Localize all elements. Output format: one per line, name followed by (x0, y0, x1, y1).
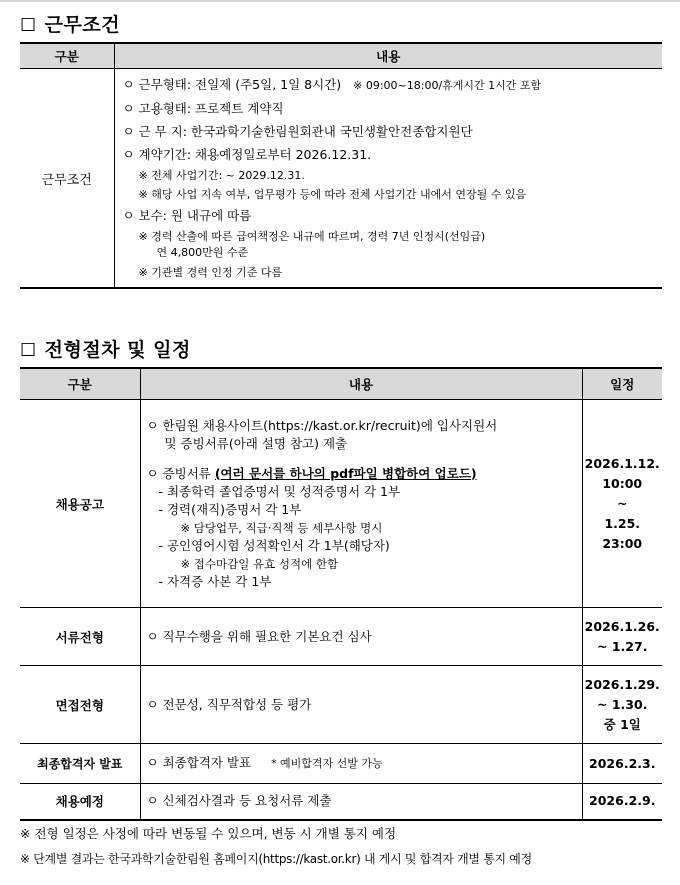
contract-period-line: ㅇ 계약기간: 채용예정일로부터 2026.12.31. (122, 147, 372, 162)
notice-date-5: 23:00 (602, 535, 643, 551)
row-label-interview: 면접전형 (20, 666, 140, 744)
interview-text: ㅇ 전문성, 직무적합성 등 평가 (146, 696, 312, 712)
interview-date-1: 2026.1.29. (584, 676, 660, 692)
notice-date-3: ~ (617, 495, 628, 511)
reserve-candidate-note: * 예비합격자 선발 가능 (271, 757, 383, 770)
docs-upload-instruction: (여러 문서를 하나의 pdf파일 병합하여 업로드) (214, 465, 477, 481)
notice-date-2: 10:00 (602, 475, 643, 491)
document-screening-text: ㅇ 직무수행을 위해 필요한 기본요건 심사 (146, 628, 372, 644)
work-conditions-content (114, 69, 662, 289)
salary-note-1: ※ 경력 산출에 따른 급여책정은 내규에 따르며, 경력 7년 인정시(선임급) (138, 230, 486, 243)
hiring-schedule: 2026.2.9. (582, 784, 662, 820)
notice-content (140, 400, 582, 608)
final-announcement-text: ㅇ 최종합격자 발표 (146, 755, 252, 770)
checkbox-square-icon: ☐ (20, 15, 37, 36)
table-row-notice (20, 400, 662, 608)
header-category: 구분 (20, 43, 114, 69)
notice-date-4: 1.25. (604, 515, 641, 531)
extension-note: ※ 해당 사업 지속 여부, 업무평가 등에 따라 전체 사업기간 내에서 연장될 수 있음 (138, 188, 527, 201)
spacer (147, 453, 582, 465)
work-type-text: ㅇ 근무형태: 전일제 (주5일, 1일 8시간) (122, 77, 342, 92)
section1-title-text: 근무조건 (44, 14, 121, 36)
row-label-document-screening: 서류전형 (20, 608, 140, 666)
footer-note-results-text: ※ 단계별 결과는 한국과학기술한림원 홈페이지(https://kast.or.kr) 내 게시 및 합격자 개별 통지 예정 (20, 852, 532, 866)
notice-line-6: ※ 담당업무, 직급·직책 등 세부사항 명시 (180, 520, 383, 535)
salary-note-1-cont: 연 4,800만원 수준 (156, 246, 249, 259)
hiring-content (140, 784, 582, 820)
career-criteria-note: ※ 기관별 경력 인정 기준 다름 (138, 266, 283, 279)
notice-date-1: 2026.1.12. (584, 455, 660, 471)
row-label-hiring: 채용예정 (20, 784, 140, 820)
salary-line: ㅇ 보수: 원 내규에 따름 (122, 208, 252, 223)
row-label-work-conditions: 근무조건 (20, 69, 114, 289)
document-screening-content (140, 608, 582, 666)
footer-note-results (20, 850, 532, 867)
header-content: 내용 (114, 43, 662, 69)
notice-line-7: - 공인영어시험 성적확인서 각 1부(해당자) (158, 537, 390, 553)
final-announcement-line (147, 754, 582, 773)
row-label-final-announcement: 최종합격자 발표 (20, 744, 140, 784)
interview-content (140, 666, 582, 744)
work-hours-note: ※ 09:00~18:00/휴게시간 1시간 포함 (353, 79, 542, 92)
project-period-note: ※ 전체 사업기간: ~ 2029.12.31. (138, 169, 305, 182)
notice-line-5: - 경력(재직)증명서 각 1부 (158, 501, 302, 517)
notice-line-8: ※ 접수마감일 유효 성적에 한함 (180, 556, 339, 571)
table-row-interview (20, 666, 662, 744)
top-divider (0, 0, 680, 2)
process-schedule-table (20, 367, 662, 821)
docs-label: ㅇ 증빙서류 (146, 465, 215, 481)
table-row-hiring (20, 784, 662, 820)
interview-date-2: ~ 1.30. (597, 696, 648, 712)
interview-schedule (582, 666, 662, 744)
employment-type-line: ㅇ 고용형태: 프로젝트 계약직 (122, 101, 284, 116)
section2-title-text: 전형절차 및 일정 (44, 339, 191, 361)
docs-date-2: ~ 1.27. (597, 638, 648, 654)
hiring-text: ㅇ 신체검사결과 등 요청서류 제출 (146, 793, 332, 809)
document-screening-schedule (582, 608, 662, 666)
header-category: 구분 (20, 368, 140, 400)
final-announcement-schedule: 2026.2.3. (582, 744, 662, 784)
interview-date-3: 중 1일 (603, 716, 641, 732)
notice-schedule (582, 400, 662, 608)
section-title-work-conditions (20, 10, 120, 37)
notice-line-2: 및 증빙서류(아래 설명 참고) 제출 (164, 435, 348, 451)
row-label-notice: 채용공고 (20, 400, 140, 608)
work-conditions-table (20, 42, 662, 289)
footer-note-schedule-change: ※ 전형 일정은 사정에 따라 변동될 수 있으며, 변동 시 개별 통지 예정 (20, 826, 397, 841)
section-title-process (20, 335, 191, 362)
notice-line-4: - 최종학력 졸업증명서 및 성적증명서 각 1부 (158, 483, 401, 499)
notice-line-3 (147, 465, 582, 483)
workplace-line: ㅇ 근 무 지: 한국과학기술한림원회관내 국민생활안전종합지원단 (122, 124, 473, 139)
notice-line-9: - 자격증 사본 각 1부 (158, 573, 272, 589)
table-row-final-announcement (20, 744, 662, 784)
work-type-line (123, 73, 663, 97)
header-content: 내용 (140, 368, 582, 400)
table-row-document-screening (20, 608, 662, 666)
checkbox-square-icon: ☐ (20, 340, 37, 361)
notice-line-1: ㅇ 한림원 채용사이트(https://kast.or.kr/recruit)에 입사지원서 (146, 417, 498, 433)
docs-date-1: 2026.1.26. (584, 618, 660, 634)
final-announcement-content (140, 744, 582, 784)
header-schedule: 일정 (582, 368, 662, 400)
